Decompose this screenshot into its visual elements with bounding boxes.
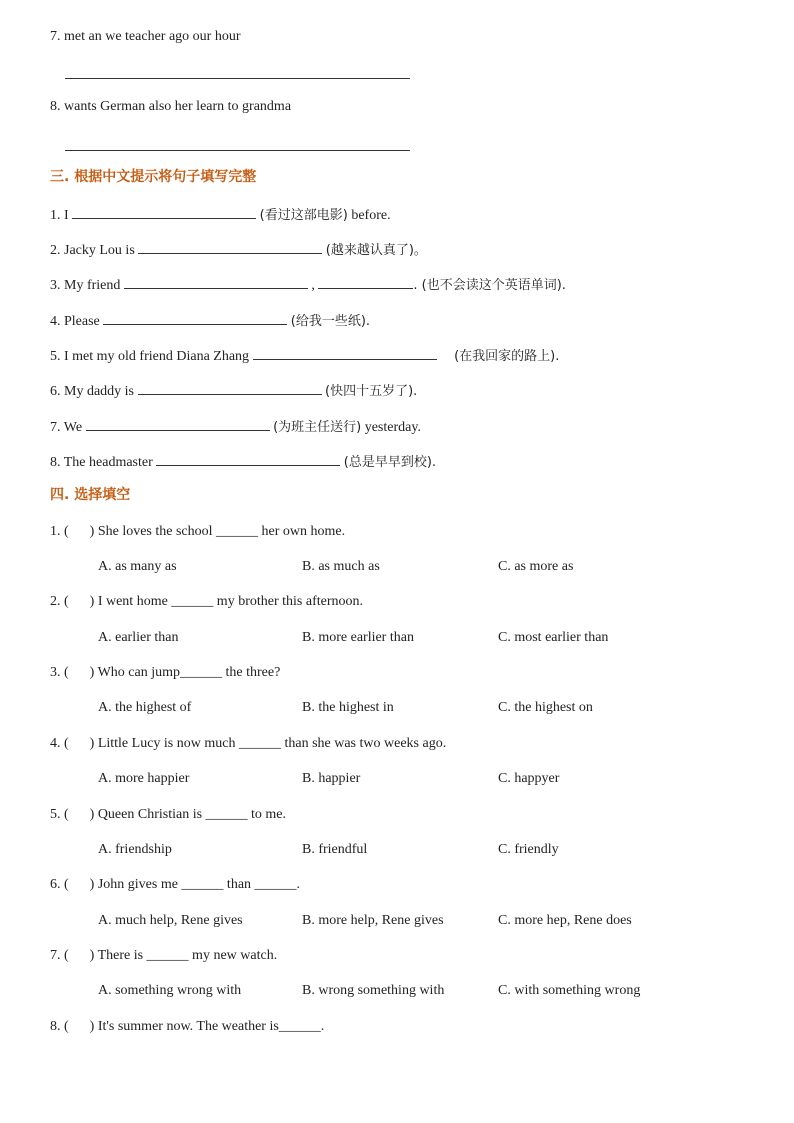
fill-question-5: 5. I met my old friend Diana Zhang (在我回家的路上). [50,346,559,366]
option-a[interactable]: A. as many as [98,559,177,574]
answer-blank[interactable] [86,417,270,431]
answer-blank[interactable] [124,275,308,289]
answer-blank[interactable] [318,275,413,289]
answer-blank[interactable] [138,240,322,254]
option-a[interactable]: A. the highest of [98,700,192,715]
fill-question-3: 3. My friend , . (也不会读这个英语单词). [50,275,566,295]
mc-question-stem: 4. ( ) Little Lucy is now much ______ than she was two weeks ago. [50,736,447,751]
mc-question-stem: 8. ( ) It's summer now. The weather is______. [50,1019,325,1034]
answer-line[interactable] [65,78,410,79]
option-b[interactable]: B. happier [302,771,361,786]
option-c[interactable]: C. the highest on [498,700,593,715]
answer-blank[interactable] [72,205,256,219]
option-c[interactable]: C. happyer [498,771,560,786]
option-b[interactable]: B. friendful [302,842,368,857]
mc-question-stem: 7. ( ) There is ______ my new watch. [50,948,278,963]
option-b[interactable]: B. more earlier than [302,630,414,645]
mc-question-stem: 3. ( ) Who can jump______ the three? [50,665,281,680]
option-a[interactable]: A. earlier than [98,630,179,645]
fill-question-2: 2. Jacky Lou is (越来越认真了)。 [50,240,427,260]
option-c[interactable]: C. with something wrong [498,983,641,998]
section-3-heading: 三. 根据中文提示将句子填写完整 [50,169,257,185]
option-a[interactable]: A. something wrong with [98,983,242,998]
fill-question-4: 4. Please (给我一些纸). [50,311,370,331]
answer-blank[interactable] [253,346,437,360]
mc-question-stem: 6. ( ) John gives me ______ than ______. [50,877,301,892]
option-b[interactable]: B. more help, Rene gives [302,913,444,928]
answer-blank[interactable] [103,311,287,325]
fill-question-1: 1. I (看过这部电影) before. [50,205,391,225]
option-b[interactable]: B. wrong something with [302,983,445,998]
option-b[interactable]: B. the highest in [302,700,394,715]
mc-question-stem: 5. ( ) Queen Christian is ______ to me. [50,807,287,822]
option-a[interactable]: A. more happier [98,771,190,786]
mc-question-stem: 1. ( ) She loves the school ______ her own home. [50,524,346,539]
answer-line[interactable] [65,150,410,151]
option-c[interactable]: C. friendly [498,842,559,857]
mc-question-stem: 2. ( ) I went home ______ my brother this afternoon. [50,594,363,609]
answer-blank[interactable] [138,381,322,395]
fill-question-6: 6. My daddy is (快四十五岁了). [50,381,417,401]
section-4-heading: 四. 选择填空 [50,487,131,503]
fill-question-8: 8. The headmaster (总是早早到校). [50,452,436,472]
reorder-question-8: 8. wants German also her learn to grandma [50,99,292,114]
reorder-question-7: 7. met an we teacher ago our hour [50,29,241,44]
option-c[interactable]: C. most earlier than [498,630,609,645]
answer-blank[interactable] [156,452,340,466]
option-a[interactable]: A. friendship [98,842,172,857]
option-b[interactable]: B. as much as [302,559,380,574]
option-c[interactable]: C. more hep, Rene does [498,913,632,928]
option-c[interactable]: C. as more as [498,559,574,574]
option-a[interactable]: A. much help, Rene gives [98,913,243,928]
fill-question-7: 7. We (为班主任送行) yesterday. [50,417,421,437]
